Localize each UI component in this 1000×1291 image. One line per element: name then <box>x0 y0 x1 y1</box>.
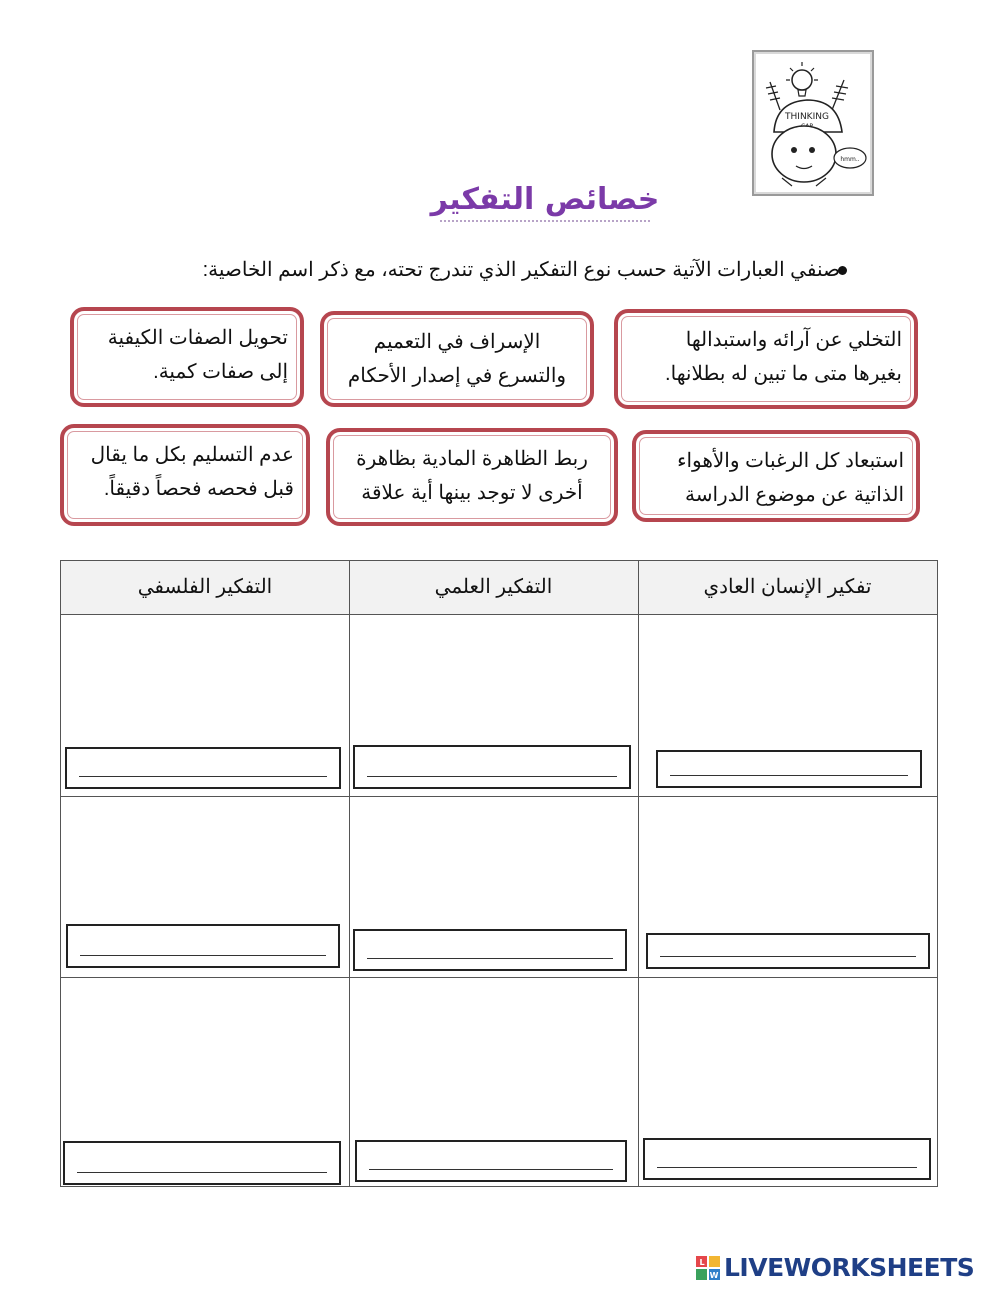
statement-card[interactable] <box>60 424 310 526</box>
answer-field[interactable] <box>65 747 341 789</box>
bubble-text: hmm.. <box>840 156 860 163</box>
classification-table <box>60 560 938 1187</box>
row-divider <box>61 796 937 797</box>
instruction-text: صنفي العبارات الآتية حسب نوع التفكير الذي تندرج تحته، مع ذكر اسم الخاصية: <box>202 259 840 281</box>
header-ordinary-thinking: تفكير الإنسان العادي <box>638 561 937 615</box>
answer-field[interactable] <box>646 933 930 969</box>
statement-text: تحويل الصفات الكيفية إلى صفات كمية. <box>107 327 288 383</box>
answer-field[interactable] <box>355 1140 627 1182</box>
statement-text: عدم التسليم بكل ما يقال قبل فحصه فحصاً دقيقاً. <box>90 444 294 500</box>
statement-card[interactable] <box>632 430 920 522</box>
statement-text: ربط الظاهرة المادية بظاهرة أخرى لا توجد بينها أية علاقة <box>356 448 588 504</box>
statement-text: استبعاد كل الرغبات والأهواء الذاتية عن موضوع الدراسة <box>677 450 904 506</box>
page-title: خصائص التفكير <box>430 182 660 217</box>
answer-field[interactable] <box>353 929 627 971</box>
thinking-cap-illustration <box>752 50 874 196</box>
column-divider <box>349 561 350 1186</box>
statement-card[interactable] <box>320 311 594 407</box>
header-philosophical-thinking: التفكير الفلسفي <box>61 561 349 615</box>
statement-text: الإسراف في التعميم والتسرع في إصدار الأحكام <box>347 331 567 387</box>
row-divider <box>61 977 937 978</box>
liveworksheets-logo[interactable] <box>696 1250 996 1286</box>
cap-label: THINKING <box>785 112 829 122</box>
title-underline <box>440 220 650 222</box>
statement-text: التخلي عن آرائه واستبدالها بغيرها متى ما تبين له بطلانها. <box>665 329 902 385</box>
svg-text:L: L <box>699 1258 705 1267</box>
header-scientific-thinking: التفكير العلمي <box>349 561 638 615</box>
statement-card[interactable] <box>326 428 618 526</box>
statement-card[interactable] <box>614 309 918 409</box>
statement-card[interactable] <box>70 307 304 407</box>
answer-field[interactable] <box>353 745 631 789</box>
svg-text:W: W <box>709 1271 719 1280</box>
answer-field[interactable] <box>66 924 340 968</box>
answer-field[interactable] <box>643 1138 931 1180</box>
logo-text: LIVEWORKSHEETS <box>724 1253 975 1282</box>
answer-field[interactable] <box>656 750 922 788</box>
answer-field[interactable] <box>63 1141 341 1185</box>
column-divider <box>638 561 639 1186</box>
logo-badge-icon <box>696 1256 720 1280</box>
